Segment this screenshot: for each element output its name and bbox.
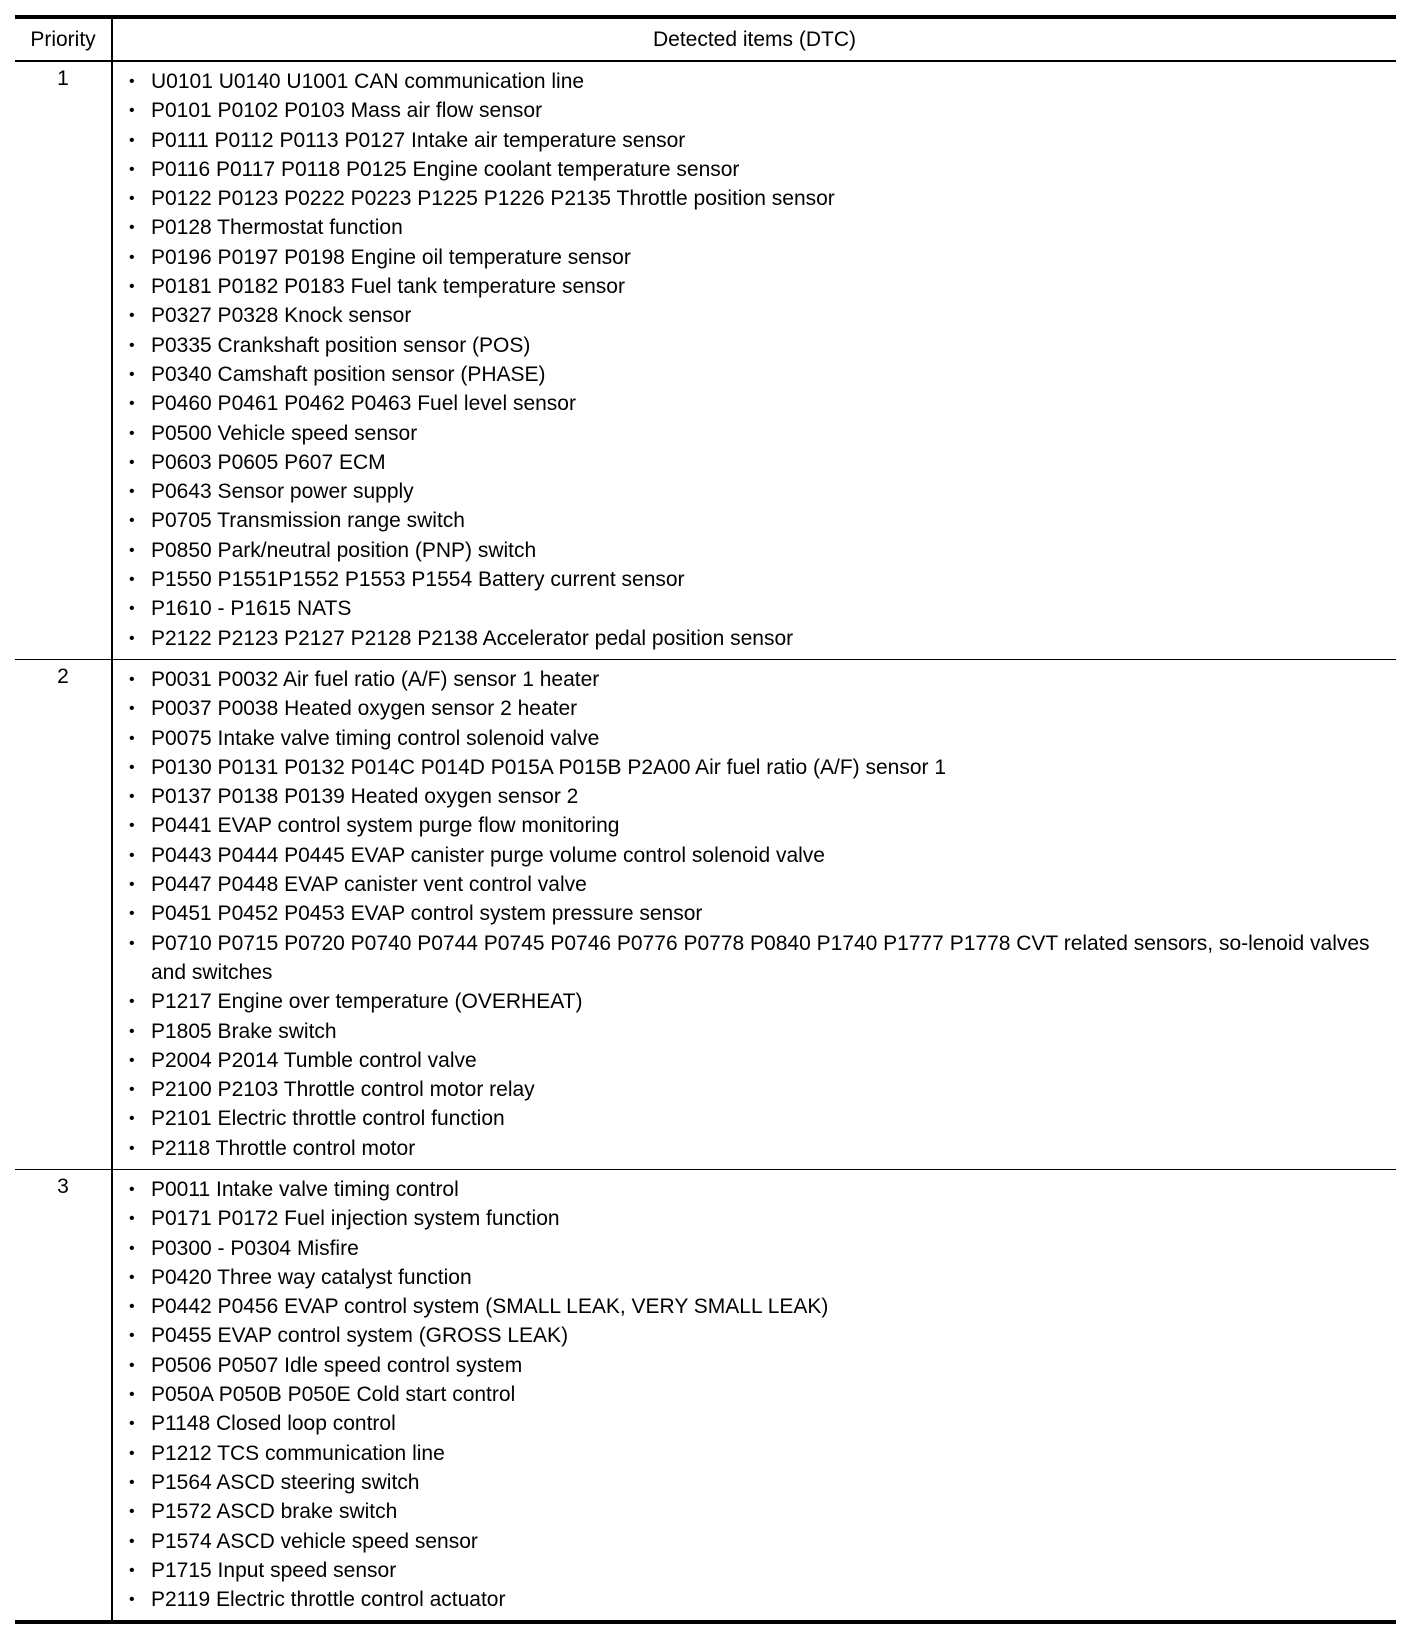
dtc-item-text: P0137 P0138 P0139 Heated oxygen sensor 2 — [151, 785, 579, 809]
dtc-item-text: P0443 P0444 P0445 EVAP canister purge volume control solenoid valve — [151, 843, 825, 867]
dtc-item-text: P0441 EVAP control system purge flow monitoring — [151, 814, 620, 838]
bullet-icon: • — [129, 1415, 135, 1433]
dtc-item-text: P1550 P1551P1552 P1553 P1554 Battery current sensor — [151, 568, 685, 592]
detected-items-column-header: Detected items (DTC) — [112, 17, 1396, 61]
dtc-list-item — [127, 1351, 1388, 1380]
detected-items-cell — [112, 1169, 1396, 1622]
dtc-list-item — [127, 1263, 1388, 1292]
dtc-item-text: P0075 Intake valve timing control solenoid valve — [151, 726, 600, 750]
dtc-list-item — [127, 624, 1388, 653]
dtc-list-item — [127, 1292, 1388, 1321]
dtc-item-text: P0181 P0182 P0183 Fuel tank temperature sensor — [151, 275, 625, 299]
bullet-icon: • — [129, 629, 135, 647]
priority-group-row — [15, 1169, 1396, 1622]
dtc-item-text: U0101 U0140 U1001 CAN communication line — [151, 70, 585, 93]
bullet-icon: • — [129, 131, 135, 149]
dtc-list-item — [127, 1439, 1388, 1468]
dtc-list-item — [127, 1380, 1388, 1409]
dtc-list-item — [127, 1104, 1388, 1133]
bullet-icon: • — [129, 365, 135, 383]
priority-cell: 1 — [15, 61, 112, 659]
dtc-list-item — [127, 272, 1388, 301]
table-body — [15, 61, 1396, 1622]
dtc-item-text: P1212 TCS communication line — [151, 1441, 445, 1465]
dtc-item-text: P0447 P0448 EVAP canister vent control valve — [151, 873, 587, 897]
dtc-list-item — [127, 1409, 1388, 1438]
dtc-item-text: P0455 EVAP control system (GROSS LEAK) — [151, 1324, 569, 1348]
dtc-item-text: P2122 P2123 P2127 P2128 P2138 Accelerator pedal position sensor — [151, 626, 794, 650]
dtc-list-item — [127, 841, 1388, 870]
dtc-list-item — [127, 870, 1388, 899]
dtc-item-text: P1715 Input speed sensor — [151, 1558, 397, 1582]
bullet-icon: • — [129, 876, 135, 894]
dtc-item-text: P0850 Park/neutral position (PNP) switch — [151, 538, 537, 562]
dtc-list-item — [127, 1204, 1388, 1233]
dtc-item-text: P0340 Camshaft position sensor (PHASE) — [151, 362, 546, 386]
bullet-icon: • — [129, 993, 135, 1011]
dtc-item-text: P2119 Electric throttle control actuator — [151, 1588, 506, 1612]
dtc-list-item — [127, 1075, 1388, 1104]
dtc-item-text: P0011 Intake valve timing control — [151, 1177, 459, 1201]
bullet-icon: • — [129, 1081, 135, 1099]
dtc-item-text: P1574 ASCD vehicle speed sensor — [151, 1529, 478, 1553]
dtc-item-text: P1610 - P1615 NATS — [151, 597, 352, 621]
dtc-item-text: P0705 Transmission range switch — [151, 509, 465, 533]
bullet-icon: • — [129, 1051, 135, 1069]
bullet-icon: • — [129, 1110, 135, 1128]
dtc-list-item — [127, 243, 1388, 272]
bullet-icon: • — [129, 453, 135, 471]
dtc-list-item — [127, 301, 1388, 330]
dtc-item-text: P0031 P0032 Air fuel ratio (A/F) sensor 1 heater — [151, 667, 600, 691]
dtc-list-item — [127, 360, 1388, 389]
priority-cell: 2 — [15, 659, 112, 1169]
bullet-icon: • — [129, 278, 135, 296]
detected-items-cell — [112, 61, 1396, 659]
dtc-list-item — [127, 694, 1388, 723]
bullet-icon: • — [129, 248, 135, 266]
detected-items-cell — [112, 659, 1396, 1169]
dtc-item-text: P1217 Engine over temperature (OVERHEAT) — [151, 990, 583, 1014]
dtc-item-text: P1572 ASCD brake switch — [151, 1500, 398, 1524]
dtc-item-text: P2004 P2014 Tumble control valve — [151, 1048, 477, 1072]
dtc-item-text: P0101 P0102 P0103 Mass air flow sensor — [151, 99, 543, 123]
bullet-icon: • — [129, 424, 135, 442]
dtc-list-item — [127, 782, 1388, 811]
bullet-icon: • — [129, 1180, 135, 1198]
priority-column-header: Priority — [15, 17, 112, 61]
dtc-item-text: P0196 P0197 P0198 Engine oil temperature sensor — [151, 245, 631, 269]
bullet-icon: • — [129, 934, 135, 952]
dtc-item-text: P0710 P0715 P0720 P0740 P0744 P0745 P0746 P0776 P0778 P0840 P1740 P1777 P1778 CVT related sensors, so-lenoid valves and switches — [151, 931, 1370, 984]
dtc-item-text: P0130 P0131 P0132 P014C P014D P015A P015B P2A00 Air fuel ratio (A/F) sensor 1 — [151, 755, 947, 779]
dtc-item-text: P0460 P0461 P0462 P0463 Fuel level sensor — [151, 392, 576, 416]
dtc-item-text: P0500 Vehicle speed sensor — [151, 421, 418, 445]
bullet-icon: • — [129, 571, 135, 589]
dtc-list — [127, 665, 1388, 1163]
bullet-icon: • — [129, 512, 135, 530]
bullet-icon: • — [129, 73, 135, 90]
dtc-list-item — [127, 594, 1388, 623]
bullet-icon: • — [129, 1327, 135, 1345]
dtc-list-item — [127, 1017, 1388, 1046]
dtc-list-item — [127, 1556, 1388, 1585]
dtc-list-item — [127, 565, 1388, 594]
bullet-icon: • — [129, 670, 135, 688]
dtc-list-item — [127, 1134, 1388, 1163]
dtc-item-text: P0451 P0452 P0453 EVAP control system pressure sensor — [151, 902, 703, 926]
bullet-icon: • — [129, 1022, 135, 1040]
dtc-list-item — [127, 67, 1388, 96]
dtc-item-text: P1805 Brake switch — [151, 1019, 337, 1043]
dtc-list-item — [127, 331, 1388, 360]
bullet-icon: • — [129, 1239, 135, 1257]
dtc-list-item — [127, 1527, 1388, 1556]
dtc-list-item — [127, 96, 1388, 125]
dtc-list-item — [127, 1585, 1388, 1614]
bullet-icon: • — [129, 1503, 135, 1521]
bullet-icon: • — [129, 1356, 135, 1374]
dtc-list-item — [127, 1321, 1388, 1350]
bullet-icon: • — [129, 190, 135, 208]
bullet-icon: • — [129, 1210, 135, 1228]
bullet-icon: • — [129, 1591, 135, 1609]
dtc-item-text: P1564 ASCD steering switch — [151, 1470, 420, 1494]
bullet-icon: • — [129, 1139, 135, 1157]
dtc-list-item — [127, 126, 1388, 155]
dtc-item-text: P0335 Crankshaft position sensor (POS) — [151, 333, 531, 357]
bullet-icon: • — [129, 1561, 135, 1579]
dtc-list-item — [127, 1234, 1388, 1263]
dtc-item-text: P0111 P0112 P0113 P0127 Intake air temperature sensor — [151, 128, 686, 152]
dtc-item-text: P050A P050B P050E Cold start control — [151, 1383, 516, 1407]
dtc-list-item — [127, 1175, 1388, 1204]
dtc-item-text: P0171 P0172 Fuel injection system function — [151, 1207, 560, 1231]
table-header-row — [15, 17, 1396, 61]
dtc-list-item — [127, 506, 1388, 535]
bullet-icon: • — [129, 219, 135, 237]
dtc-list-item — [127, 155, 1388, 184]
dtc-list-item — [127, 536, 1388, 565]
bullet-icon: • — [129, 600, 135, 618]
dtc-list-item — [127, 899, 1388, 928]
dtc-item-text: P0327 P0328 Knock sensor — [151, 304, 412, 328]
dtc-item-text: P0442 P0456 EVAP control system (SMALL LEAK, VERY SMALL LEAK) — [151, 1295, 829, 1319]
dtc-list-item — [127, 1497, 1388, 1526]
bullet-icon: • — [129, 788, 135, 806]
dtc-item-text: P0506 P0507 Idle speed control system — [151, 1353, 523, 1377]
dtc-item-text: P2100 P2103 Throttle control motor relay — [151, 1078, 535, 1102]
dtc-list-item — [127, 389, 1388, 418]
dtc-list-item — [127, 477, 1388, 506]
bullet-icon: • — [129, 817, 135, 835]
dtc-priority-table — [15, 15, 1396, 1624]
dtc-list-item — [127, 724, 1388, 753]
dtc-list-item — [127, 1046, 1388, 1075]
dtc-list — [127, 1175, 1388, 1614]
dtc-item-text: P0037 P0038 Heated oxygen sensor 2 heater — [151, 697, 578, 721]
dtc-list-item — [127, 184, 1388, 213]
dtc-list — [127, 67, 1388, 653]
bullet-icon: • — [129, 905, 135, 923]
bullet-icon: • — [129, 1473, 135, 1491]
bullet-icon: • — [129, 1444, 135, 1462]
priority-group-row — [15, 61, 1396, 659]
dtc-item-text: P0603 P0605 P607 ECM — [151, 450, 386, 474]
dtc-list-item — [127, 811, 1388, 840]
bullet-icon: • — [129, 102, 135, 120]
dtc-item-text: P0643 Sensor power supply — [151, 480, 414, 504]
dtc-list-item — [127, 1468, 1388, 1497]
bullet-icon: • — [129, 700, 135, 718]
dtc-list-item — [127, 448, 1388, 477]
dtc-list-item — [127, 665, 1388, 694]
bullet-icon: • — [129, 160, 135, 178]
dtc-item-text: P1148 Closed loop control — [151, 1412, 396, 1436]
dtc-list-item — [127, 419, 1388, 448]
dtc-list-item — [127, 929, 1388, 988]
dtc-item-text: P0122 P0123 P0222 P0223 P1225 P1226 P2135 Throttle position sensor — [151, 187, 835, 211]
bullet-icon: • — [129, 758, 135, 776]
dtc-item-text: P2118 Throttle control motor — [151, 1136, 416, 1160]
dtc-item-text: P0116 P0117 P0118 P0125 Engine coolant temperature sensor — [151, 157, 740, 181]
bullet-icon: • — [129, 1386, 135, 1404]
bullet-icon: • — [129, 1298, 135, 1316]
dtc-list-item — [127, 213, 1388, 242]
dtc-item-text: P0420 Three way catalyst function — [151, 1265, 472, 1289]
bullet-icon: • — [129, 846, 135, 864]
bullet-icon: • — [129, 307, 135, 325]
bullet-icon: • — [129, 336, 135, 354]
priority-cell: 3 — [15, 1169, 112, 1622]
bullet-icon: • — [129, 541, 135, 559]
bullet-icon: • — [129, 1532, 135, 1550]
dtc-item-text: P0128 Thermostat function — [151, 216, 403, 240]
bullet-icon: • — [129, 729, 135, 747]
dtc-list-item — [127, 987, 1388, 1016]
dtc-list-item — [127, 753, 1388, 782]
dtc-item-text: P0300 - P0304 Misfire — [151, 1236, 359, 1260]
bullet-icon: • — [129, 483, 135, 501]
priority-group-row — [15, 659, 1396, 1169]
bullet-icon: • — [129, 1268, 135, 1286]
dtc-item-text: P2101 Electric throttle control function — [151, 1107, 505, 1131]
bullet-icon: • — [129, 395, 135, 413]
